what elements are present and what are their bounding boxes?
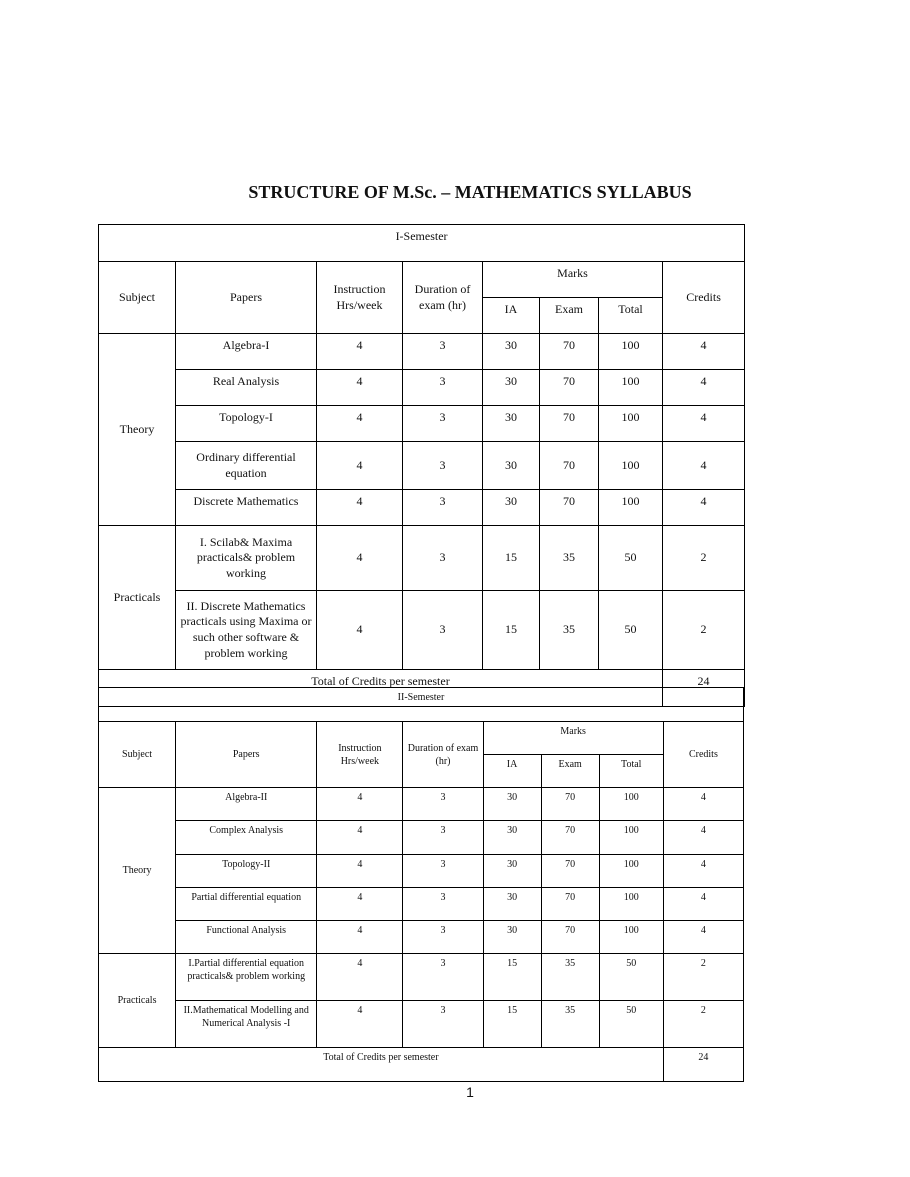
credits-cell: 2	[663, 591, 745, 670]
duration-cell: 3	[403, 442, 483, 490]
duration-cell: 3	[403, 406, 483, 442]
hrs-cell: 4	[317, 526, 403, 591]
table-row	[99, 334, 745, 370]
paper-cell: II.Mathematical Modelling and Numerical Analysis -I	[176, 1001, 317, 1048]
ia-cell: 15	[483, 591, 540, 670]
hrs-cell: 4	[317, 490, 403, 526]
ia-cell: 30	[483, 334, 540, 370]
paper-cell: Algebra-II	[176, 788, 317, 821]
duration-cell: 3	[403, 888, 483, 921]
semester-1-table	[98, 224, 745, 707]
total-credits-value: 24	[663, 1048, 743, 1082]
header-papers: Papers	[176, 262, 317, 334]
paper-cell: Complex Analysis	[176, 821, 317, 855]
total-cell: 100	[599, 821, 663, 855]
paper-cell: II. Discrete Mathematics practicals using Maxima or such other software & problem working	[176, 591, 317, 670]
hrs-cell: 4	[317, 855, 403, 888]
exam-cell: 35	[540, 526, 599, 591]
total-cell: 100	[599, 334, 663, 370]
exam-cell: 70	[540, 490, 599, 526]
ia-cell: 15	[483, 526, 540, 591]
duration-cell: 3	[403, 1001, 483, 1048]
hrs-cell: 4	[317, 442, 403, 490]
header-total: Total	[599, 298, 663, 334]
page-title: STRUCTURE OF M.Sc. – MATHEMATICS SYLLABUS	[248, 182, 692, 202]
header-marks: Marks	[483, 262, 663, 298]
exam-cell: 35	[541, 1001, 599, 1048]
exam-cell: 70	[541, 888, 599, 921]
header-papers: Papers	[176, 722, 317, 788]
duration-cell: 3	[403, 821, 483, 855]
semester-title: I-Semester	[99, 225, 745, 262]
duration-cell: 3	[403, 591, 483, 670]
credits-cell: 4	[663, 490, 745, 526]
header-subject: Subject	[99, 262, 176, 334]
paper-cell: I.Partial differential equation practicals& problem working	[176, 954, 317, 1001]
total-credits-label: Total of Credits per semester	[99, 670, 663, 707]
subject-cell: Practicals	[99, 954, 176, 1048]
total-cell: 50	[599, 1001, 663, 1048]
subject-cell: Theory	[99, 788, 176, 954]
hrs-cell: 4	[317, 406, 403, 442]
table-row	[99, 591, 745, 670]
paper-cell: Topology-I	[176, 406, 317, 442]
exam-cell: 70	[540, 370, 599, 406]
duration-cell: 3	[403, 334, 483, 370]
total-cell: 50	[599, 954, 663, 1001]
header-credits: Credits	[663, 262, 745, 334]
hrs-cell: 4	[317, 888, 403, 921]
credits-cell: 4	[663, 370, 745, 406]
total-credits-label: Total of Credits per semester	[99, 1048, 664, 1082]
ia-cell: 30	[483, 921, 541, 954]
ia-cell: 30	[483, 821, 541, 855]
header-exam: Exam	[540, 298, 599, 334]
duration-cell: 3	[403, 921, 483, 954]
exam-cell: 35	[541, 954, 599, 1001]
credits-cell: 4	[663, 334, 745, 370]
duration-cell: 3	[403, 788, 483, 821]
paper-cell: I. Scilab& Maxima practicals& problem working	[176, 526, 317, 591]
credits-cell: 4	[663, 921, 743, 954]
table-row	[99, 888, 744, 921]
exam-cell: 70	[541, 788, 599, 821]
exam-cell: 70	[541, 821, 599, 855]
ia-cell: 30	[483, 788, 541, 821]
total-cell: 100	[599, 788, 663, 821]
credits-cell: 4	[663, 855, 743, 888]
page-number: 1	[466, 1084, 474, 1100]
table-row	[99, 855, 744, 888]
subject-cell: Practicals	[99, 526, 176, 670]
table-row	[99, 1001, 744, 1048]
total-cell: 100	[599, 406, 663, 442]
hrs-cell: 4	[317, 921, 403, 954]
hrs-cell: 4	[317, 954, 403, 1001]
ia-cell: 30	[483, 888, 541, 921]
total-cell: 50	[599, 526, 663, 591]
header-marks: Marks	[483, 722, 663, 755]
paper-cell: Ordinary differential equation	[176, 442, 317, 490]
total-cell: 100	[599, 442, 663, 490]
ia-cell: 15	[483, 954, 541, 1001]
total-cell: 100	[599, 370, 663, 406]
credits-cell: 2	[663, 1001, 743, 1048]
ia-cell: 30	[483, 490, 540, 526]
table-row	[99, 788, 744, 821]
duration-cell: 3	[403, 855, 483, 888]
paper-cell: Real Analysis	[176, 370, 317, 406]
ia-cell: 30	[483, 855, 541, 888]
table-row	[99, 821, 744, 855]
header-exam: Exam	[541, 755, 599, 788]
total-credits-value: 24	[663, 670, 745, 707]
total-cell: 100	[599, 888, 663, 921]
paper-cell: Discrete Mathematics	[176, 490, 317, 526]
table-row	[99, 921, 744, 954]
hrs-cell: 4	[317, 1001, 403, 1048]
header-duration: Duration of exam (hr)	[403, 262, 483, 334]
table-row	[99, 370, 745, 406]
duration-cell: 3	[403, 370, 483, 406]
table-row	[99, 442, 745, 490]
header-ia: IA	[483, 298, 540, 334]
paper-cell: Algebra-I	[176, 334, 317, 370]
ia-cell: 30	[483, 406, 540, 442]
exam-cell: 70	[541, 855, 599, 888]
total-cell: 100	[599, 921, 663, 954]
header-total: Total	[599, 755, 663, 788]
header-duration: Duration of exam (hr)	[403, 722, 483, 788]
duration-cell: 3	[403, 954, 483, 1001]
exam-cell: 70	[541, 921, 599, 954]
subject-cell: Theory	[99, 334, 176, 526]
credits-cell: 4	[663, 442, 745, 490]
header-ia: IA	[483, 755, 541, 788]
exam-cell: 70	[540, 406, 599, 442]
header-subject: Subject	[99, 722, 176, 788]
ia-cell: 15	[483, 1001, 541, 1048]
ia-cell: 30	[483, 442, 540, 490]
header-instruction: Instruction Hrs/week	[317, 722, 403, 788]
total-cell: 50	[599, 591, 663, 670]
header-instruction: Instruction Hrs/week	[317, 262, 403, 334]
table-row	[99, 406, 745, 442]
duration-cell: 3	[403, 490, 483, 526]
credits-cell: 2	[663, 526, 745, 591]
hrs-cell: 4	[317, 821, 403, 855]
paper-cell: Partial differential equation	[176, 888, 317, 921]
ia-cell: 30	[483, 370, 540, 406]
credits-cell: 4	[663, 821, 743, 855]
paper-cell: Topology-II	[176, 855, 317, 888]
exam-cell: 70	[540, 442, 599, 490]
total-cell: 100	[599, 490, 663, 526]
hrs-cell: 4	[317, 788, 403, 821]
total-cell: 100	[599, 855, 663, 888]
credits-cell: 2	[663, 954, 743, 1001]
semester-title: II-Semester	[99, 688, 744, 722]
duration-cell: 3	[403, 526, 483, 591]
hrs-cell: 4	[317, 370, 403, 406]
hrs-cell: 4	[317, 591, 403, 670]
exam-cell: 70	[540, 334, 599, 370]
paper-cell: Functional Analysis	[176, 921, 317, 954]
table-row	[99, 490, 745, 526]
credits-cell: 4	[663, 406, 745, 442]
exam-cell: 35	[540, 591, 599, 670]
semester-2-table	[98, 687, 744, 1082]
table-row	[99, 526, 745, 591]
hrs-cell: 4	[317, 334, 403, 370]
header-credits: Credits	[663, 722, 743, 788]
table-row	[99, 954, 744, 1001]
credits-cell: 4	[663, 788, 743, 821]
credits-cell: 4	[663, 888, 743, 921]
